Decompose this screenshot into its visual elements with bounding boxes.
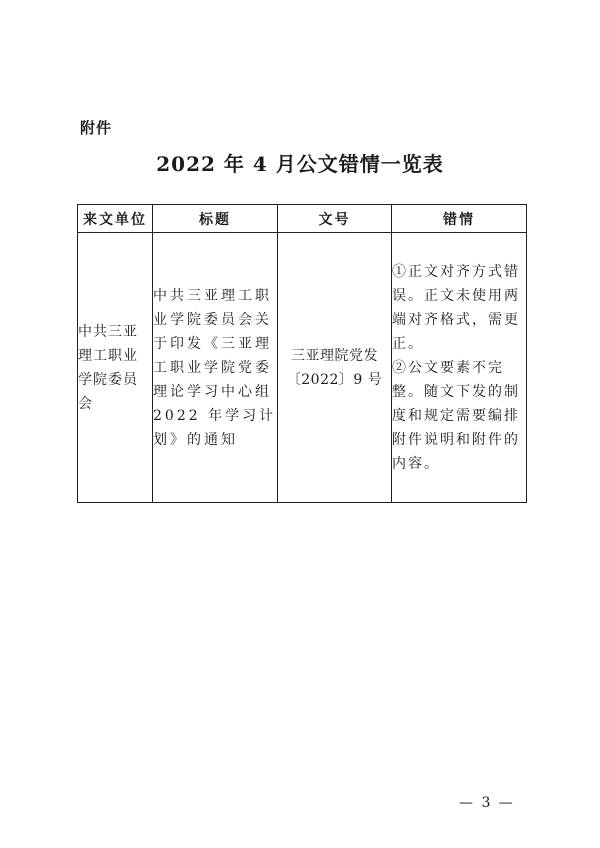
document-number-line2: 〔2022〕9 号	[286, 371, 383, 388]
issuing-unit-text: 中共三亚理工职业学院委员会	[78, 323, 138, 412]
header-title: 标题	[153, 205, 278, 233]
table-header-row	[78, 205, 527, 233]
table-row	[78, 233, 527, 503]
document-title: 2022 年 4 月公文错情一览表	[156, 152, 444, 176]
header-doc-number: 文号	[278, 205, 392, 233]
error-item-1: ①正文对齐方式错误。正文未使用两端对齐格式，需更正。	[392, 263, 520, 352]
header-unit: 来文单位	[78, 205, 153, 233]
page-number: — 3 —	[459, 795, 515, 811]
cell-document-number	[278, 233, 392, 503]
cell-document-title	[153, 233, 278, 503]
error-summary-table	[77, 204, 527, 503]
document-title-text: 中共三亚理工职业学院委员会关于印发《三亚理工职业学院党委理论学习中心组 2022 年学习计划》的通知	[153, 287, 277, 448]
attachment-label: 附件	[80, 119, 113, 137]
document-number-line1: 三亚理院党发	[291, 347, 378, 364]
error-item-2: ②公文要素不完整。随文下发的制度和规定需要编排附件说明和附件的内容。	[392, 359, 520, 472]
cell-issuing-unit	[78, 233, 153, 503]
header-errors: 错情	[392, 205, 527, 233]
cell-errors	[392, 233, 527, 503]
